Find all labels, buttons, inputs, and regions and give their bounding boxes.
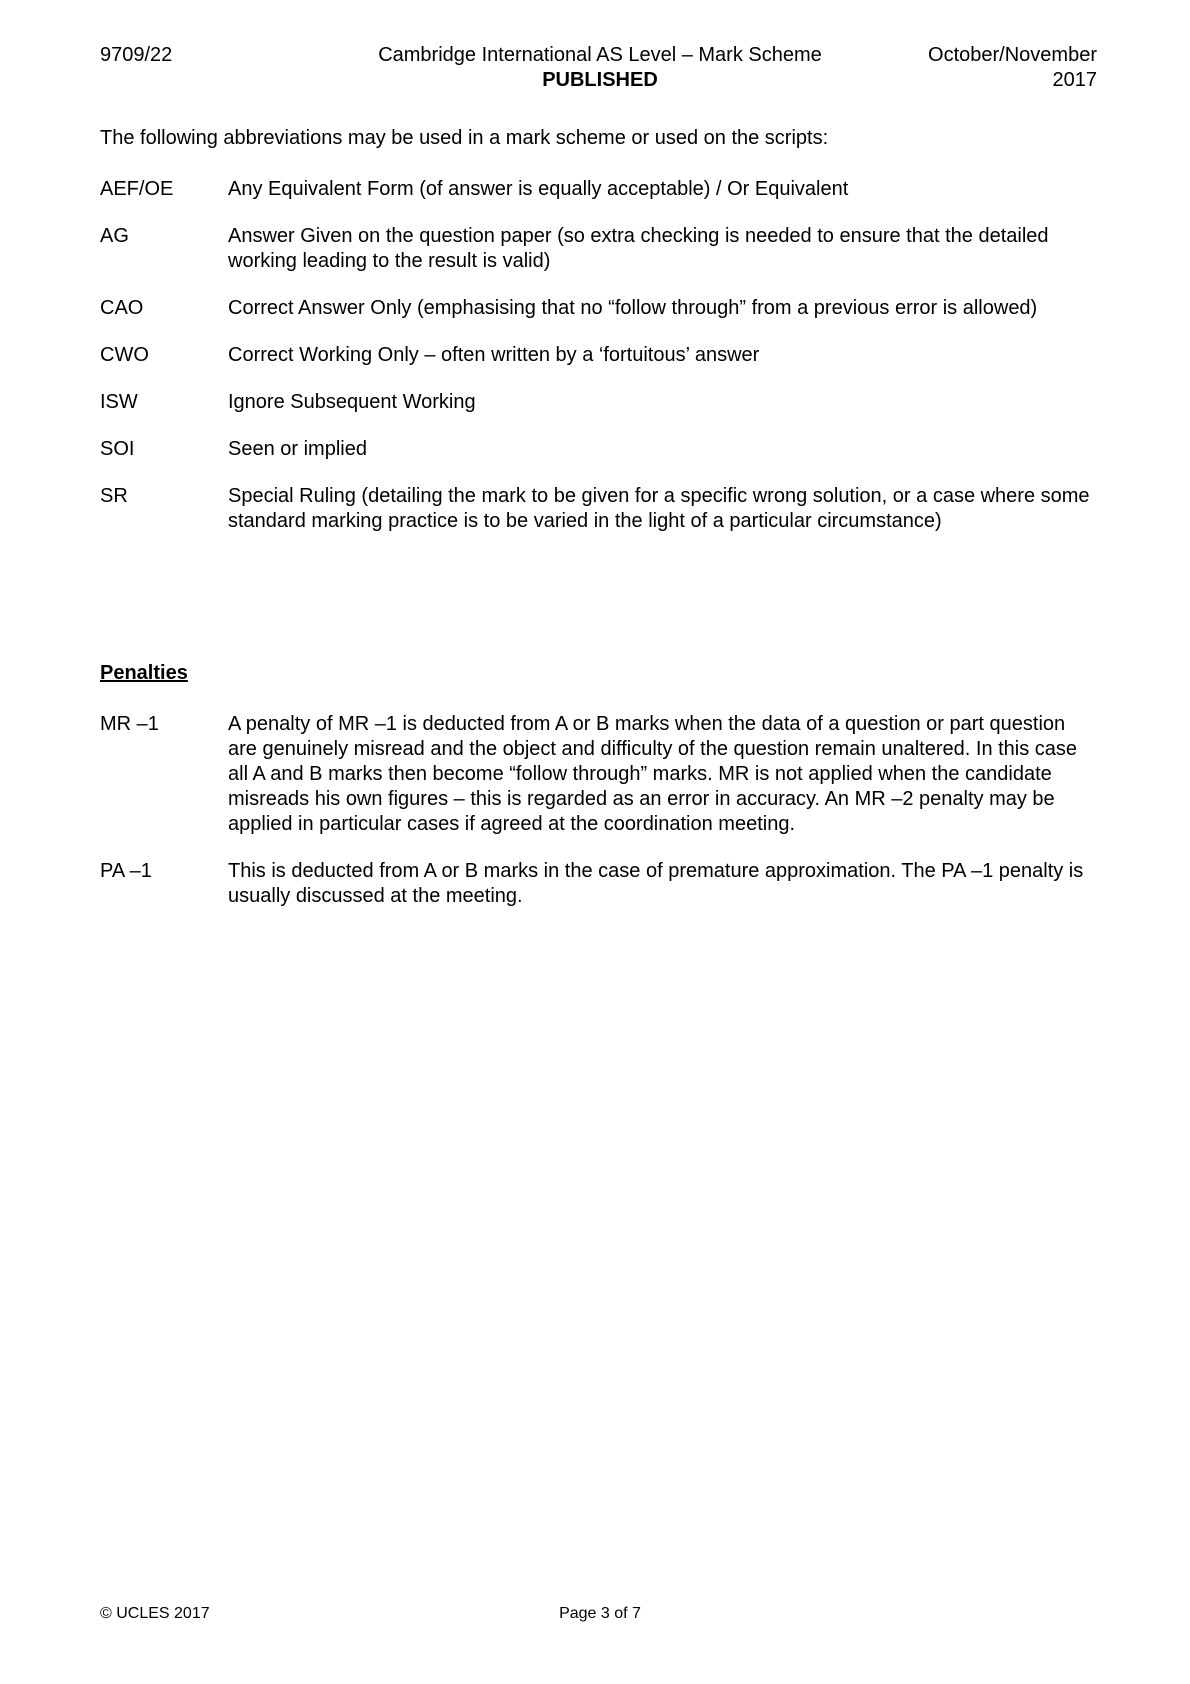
- penalty-description: This is deducted from A or B marks in the case of premature approximation. The PA –1 penalty is usually discussed at the meeting.: [228, 860, 1084, 907]
- abbreviation-list: [100, 177, 1097, 556]
- header-session-block: [928, 43, 1097, 93]
- penalty-row: [100, 712, 1097, 837]
- penalty-list: [100, 712, 1097, 931]
- penalty-description: A penalty of MR –1 is deducted from A or B marks when the data of a question or part question are genuinely misread and the object and difficulty of the question remain unaltered. In this case all A and B marks then become “follow through” marks. MR is not applied when the candidate misreads his own figures – this is regarded as an error in accuracy. An MR –2 penalty may be applied in particular cases if agreed at the coordination meeting.: [228, 713, 1078, 835]
- abbreviation-row: [100, 484, 1097, 534]
- footer-copyright: © UCLES 2017: [100, 1605, 210, 1622]
- penalties-heading: Penalties: [100, 662, 188, 684]
- header-title-block: [330, 43, 870, 93]
- footer-page-number: Page 3 of 7: [559, 1605, 641, 1622]
- abbreviation-description: Any Equivalent Form (of answer is equally acceptable) / Or Equivalent: [228, 178, 849, 200]
- abbreviation-description: Seen or implied: [228, 438, 367, 460]
- header-title: Cambridge International AS Level – Mark Scheme: [378, 44, 822, 66]
- header-status: PUBLISHED: [542, 69, 658, 91]
- abbreviation-row: [100, 437, 1097, 462]
- header-session: October/November: [928, 44, 1097, 66]
- abbreviation-term: ISW: [100, 391, 138, 413]
- abbreviation-term: CAO: [100, 297, 144, 319]
- abbreviation-row: [100, 296, 1097, 321]
- abbreviation-term: AG: [100, 225, 129, 247]
- intro-text: The following abbreviations may be used in a mark scheme or used on the scripts:: [100, 127, 829, 149]
- abbreviation-row: [100, 224, 1097, 274]
- penalty-term: PA –1: [100, 860, 152, 882]
- abbreviation-term: SOI: [100, 438, 135, 460]
- penalty-row: [100, 859, 1097, 909]
- paper-code: 9709/22: [100, 44, 173, 66]
- abbreviation-row: [100, 343, 1097, 368]
- header-year: 2017: [1052, 69, 1097, 91]
- abbreviation-description: Answer Given on the question paper (so extra checking is needed to ensure that the detailed working leading to the result is valid): [228, 225, 1049, 272]
- abbreviation-description: Special Ruling (detailing the mark to be given for a specific wrong solution, or a case where some standard marking practice is to be varied in the light of a particular circumstance): [228, 485, 1090, 532]
- penalty-term: MR –1: [100, 713, 159, 735]
- abbreviation-row: [100, 390, 1097, 415]
- abbreviation-description: Ignore Subsequent Working: [228, 391, 476, 413]
- abbreviation-description: Correct Working Only – often written by a ‘fortuitous’ answer: [228, 344, 760, 366]
- abbreviation-row: [100, 177, 1097, 202]
- abbreviation-term: AEF/OE: [100, 178, 174, 200]
- abbreviation-term: CWO: [100, 344, 149, 366]
- abbreviation-term: SR: [100, 485, 128, 507]
- abbreviation-description: Correct Answer Only (emphasising that no “follow through” from a previous error is allowed): [228, 297, 1038, 319]
